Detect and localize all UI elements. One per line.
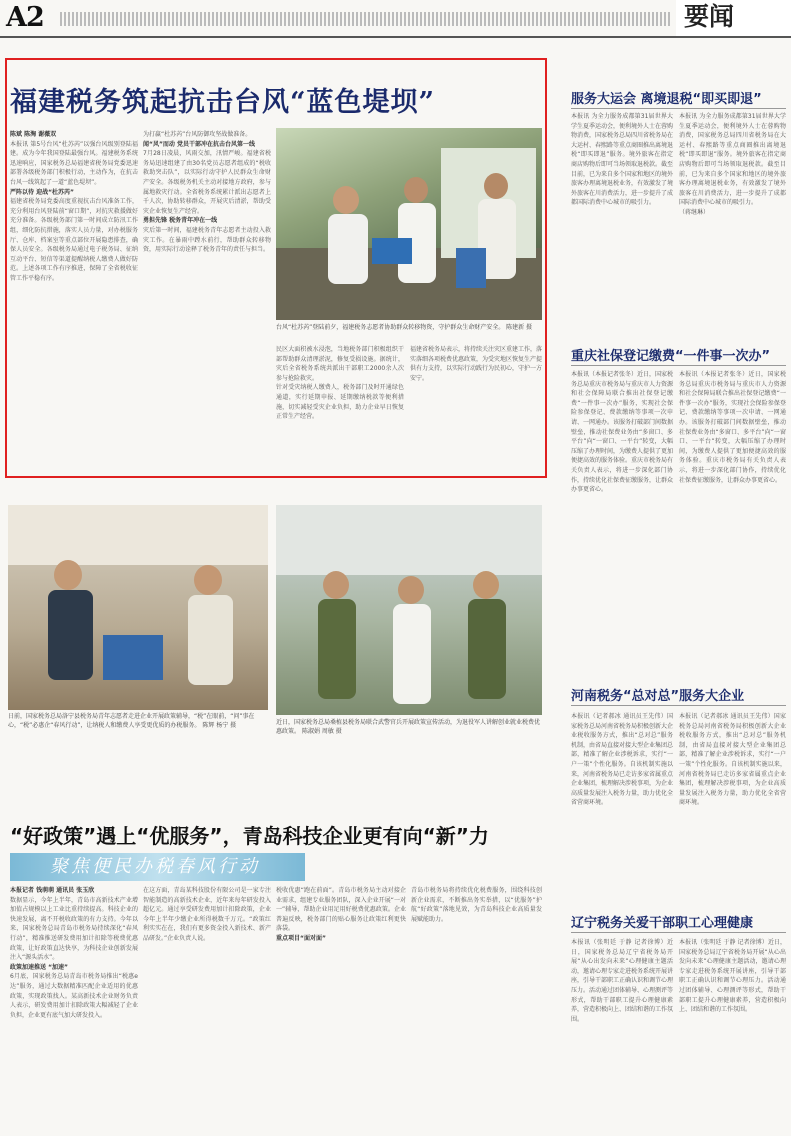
main-col-4 xyxy=(410,345,542,475)
right-mid-body: 本报讯（本报记者张冬）近日，国家税务总局重庆市税务局与重庆市人力资源和社会保障局联合推出社保登记缴费“一件事一次办”服务，实现社会保险参保登记、费款缴纳等事项一次申请、一网通办。该服务打破部门间数据壁垒，推动社保费业务由“多窗口、多平台”向“一窗口、一平台”转变，大幅压缩了办理时间，为缴费人提供了更加便捷高效的服务体验。重庆市税务局有关负责人表示，将进一步深化部门协作，持续优化社保费征缴服务，让群众办事更省心。 xyxy=(571,371,673,494)
main-photo-credit: 陈建新 摄 xyxy=(506,324,533,331)
bottom-col1-subhead: 政策加速推送 “加速” xyxy=(10,963,68,971)
mid-left-photo-illustration xyxy=(8,505,268,710)
main-col1-subhead: 严阵以待 迎战“杜苏芮” xyxy=(10,188,74,196)
main-col-2 xyxy=(143,130,271,475)
main-col2-text-b: 7月28日凌晨，风雨交加，汛情严峻。福建省税务局迅速组建了由30名党员志愿者组成的“税收救助突击队”，以实际行动守护人民群众生命财产安全。各级税务机关主动对接地方政府，参与属地救灾行动。全省税务系统累计派出志愿者上千人次，协助转移群众，开展灾后清淤，帮助受灾企业恢复生产经营。 xyxy=(143,150,271,215)
bottom-col2-text: 在这方面，青岛某科技股份有限公司是一家专注智能制造的高新技术企业，近年来每年研发投入超亿元。通过享受研发费用加计扣除政策，企业今年上半年少缴企业所得税数千万元。“政策红利实实在在，我们有更多资金投入新技术、新产品研发。”企业负责人说。 xyxy=(143,887,271,942)
bottom-byline: 本报记者 钱萌萌 通讯员 张玉欣 xyxy=(10,887,95,894)
main-col3-text: 民区大面积被水浸泡，当地税务部门积极组织干部帮助群众清理淤泥，修复受损设施。据统计，灾后全省税务系统共派出干部职工2000余人次参与抢险救灾。 xyxy=(276,346,404,382)
right-top-col-2 xyxy=(679,112,786,332)
section-title: 要闻 xyxy=(676,0,791,36)
mid-right-photo xyxy=(276,505,542,715)
main-col2-subhead: 闻“风”而动 党员干部冲在抗击台风第一线 xyxy=(143,140,255,148)
main-photo xyxy=(276,128,542,320)
mid-left-caption-text: 日前，国家税务总局洛宁县税务局青年志愿者走进企业开展政策辅导，“税”在眼前，“问”事在心，“税”必惠企“春风行动”，让纳税人和缴费人享受更优质的办税服务。 xyxy=(8,713,255,729)
main-col4-text: 福建省税务局表示，将持续关注灾区重建工作，落实落细各项税费优惠政策，为受灾地区恢复生产提供有力支持，以实际行动践行为民初心，守护一方安宁。 xyxy=(410,346,542,382)
main-col-1 xyxy=(10,130,138,475)
mid-right-credit: 陈淑娟 周敏 摄 xyxy=(301,728,342,735)
right-bottom-col-1 xyxy=(571,938,673,1132)
right-mid-col-1 xyxy=(571,370,673,670)
rescue-photo-illustration xyxy=(276,128,542,320)
right-mid-headline: 重庆社保登记缴费“一件事一次办” xyxy=(571,349,771,364)
mid-left-caption xyxy=(8,712,268,730)
header-decor xyxy=(60,12,670,26)
right-mid-rule xyxy=(571,365,786,366)
main-col2-subhead-2: 勇担先锋 税务青年冲在一线 xyxy=(143,217,218,225)
right-top-body-cont: 本报讯 为全力服务成都第31届世界大学生夏季运动会，便利境外人士在蓉购物消费，国家税务总局四川省税务局在大运村、春熙路等重点商圈推出离境退税“即买即退”服务。境外旅客在指定商店购物后即可当场领取退税款。截至目前，已为来自多个国家和地区的境外旅客办理离境退税业务，有效激发了境外旅客在川消费活力，进一步提升了成都国际消费中心城市的吸引力。 xyxy=(679,113,786,207)
right-mid-col-2 xyxy=(679,370,786,670)
bottom-banner: 聚焦便民办税春风行动 xyxy=(10,853,305,881)
right-top-rule xyxy=(571,108,786,109)
right-top-author: （蒋继琳） xyxy=(679,208,710,216)
right-lower-body: 本报讯（记者郝冰 通讯员王先伟）国家税务总局河南省税务局积极创新大企业税收服务方式，推出“总对总”服务机制，由省局直接对接大型企业集团总部，精准了解企业涉税诉求，实行“一户一策”个性化服务。自该机制实施以来，河南省税务局已走访多家省属重点企业集团，梳理解决涉税事项，为企业高质量发展注入税务力量，助力优化全省营商环境。 xyxy=(571,713,673,807)
main-byline: 陈斌 陈淘 谢薇双 xyxy=(10,131,57,138)
mid-right-caption xyxy=(276,718,542,736)
right-lower-body-cont: 本报讯（记者郝冰 通讯员王先伟）国家税务总局河南省税务局积极创新大企业税收服务方式，推出“总对总”服务机制，由省局直接对接大型企业集团总部，精准了解企业涉税诉求，实行“一户一策”个性化服务。自该机制实施以来，河南省税务局已走访多家省属重点企业集团，梳理解决涉税事项，为企业高质量发展注入税务力量，助力优化全省营商环境。 xyxy=(679,713,786,807)
right-bottom-col-2 xyxy=(679,938,786,1132)
main-col2-text: 为打赢“杜苏芮”台风防御攻坚战做准备。 xyxy=(143,131,252,138)
bottom-col4-text: 青岛市税务局将持续优化税费服务，围绕科技创新企业需求，不断推出务实举措，以“优服务”护航“好政策”落地见效，为青岛科技企业高质量发展赋能助力。 xyxy=(411,887,542,923)
bottom-col-1 xyxy=(10,886,138,1132)
right-bottom-rule xyxy=(571,932,786,933)
bottom-col1-text: 数据显示，今年上半年，青岛市高新技术产业增加值占规模以上工业比重持续提高。科技企业的快速发展，离不开税收政策的有力支持。今年以来，国家税务总局青岛市税务局持续深化“春风行动”，精准推送研发费用加计扣除等税费优惠政策，让好政策直达快享，为科技企业创新发展注入“源头活水”。 xyxy=(10,896,138,962)
page-header xyxy=(0,0,791,38)
bottom-col-4 xyxy=(411,886,542,1132)
bottom-col-2 xyxy=(143,886,271,1132)
main-col3-text-b: 针对受灾纳税人缴费人，税务部门及时开通绿色通道，实行延期申报、延期缴纳税款等便利措施，切实减轻受灾企业负担，助力企业早日恢复正常生产经营。 xyxy=(276,384,404,421)
mid-right-photo-illustration xyxy=(276,505,542,715)
right-top-body: 本报讯 为全力服务成都第31届世界大学生夏季运动会，便利境外人士在蓉购物消费，国家税务总局四川省税务局在大运村、春熙路等重点商圈推出离境退税“即买即退”服务。境外旅客在指定商店购物后即可当场领取退税款。截至目前，已为来自多个国家和地区的境外旅客办理离境退税业务，有效激发了境外旅客在川消费活力，进一步提升了成都国际消费中心城市的吸引力。 xyxy=(571,113,673,207)
main-col1-text-b: 福建省税务局党委高度重视抗击台风准备工作，充分利用台风登陆前“窗口期”，对抗灾救援做好充分准备。各级税务部门第一时间成立防汛工作组，细化防抗措施，落实人员力量，对办税服务厅、仓库、档案室等重点部位开展隐患排查，确保人员安全。各级税务局通过电子税务局、征纳互动平台、短信等渠道提醒纳税人缴费人做好防范。上述各项工作有序推进，保障了全省税收征管工作平稳有序。 xyxy=(10,198,138,282)
right-top-headline: 服务大运会 离境退税“即买即退” xyxy=(571,92,762,107)
main-col2-text-c: 灾后第一时间，福建税务青年志愿者主动投入救灾工作。在暴雨中蹚水前行，帮助群众转移物资，用实际行动诠释了税务青年的责任与担当。 xyxy=(143,226,271,254)
right-top-col-1 xyxy=(571,112,673,332)
main-photo-caption xyxy=(276,323,542,332)
bottom-col-3 xyxy=(276,886,406,1132)
right-bottom-body-cont: 本报讯（张明廷 于静 记者徐博）近日，国家税务总局辽宁省税务局开展“从心出发向未来”心理健康主题活动，邀请心理专家走进税务系统开展讲座，引导干部职工正确认识和调节心理压力。活动通过团体辅导、心理测评等形式，帮助干部职工提升心理健康素养，营造积极向上、团结和谐的工作氛围。 xyxy=(679,939,786,1014)
bottom-col3-text: 税收优惠“跑在前面”。青岛市税务局主动对接企业需求，组建专业服务团队，深入企业开展“一对一”辅导，帮助企业用足用好税费优惠政策。企业普遍反映，税务部门的贴心服务让政策红利更快落袋。 xyxy=(276,887,406,933)
mid-right-caption-text: 近日，国家税务总局桑植县税务局联合武警官兵开展政策宣传活动，为退役军人讲解创业就业税费优惠政策。 xyxy=(276,719,541,735)
mid-left-credit: 陈辉 杨宁 摄 xyxy=(202,722,237,729)
main-headline: 福建税务筑起抗击台风“蓝色堤坝” xyxy=(10,87,436,118)
bottom-col1-text-b: 6月底，国家税务总局青岛市税务局推出“税惠e达”服务，通过大数据精准匹配企业适用的优惠政策，实现政策找人。某高新技术企业财务负责人表示，研发费用加计扣除政策大幅减轻了企业负担，企业更有底气加大研发投入。 xyxy=(10,973,138,1019)
page-number: A2 xyxy=(6,2,44,33)
right-lower-headline: 河南税务“总对总”服务大企业 xyxy=(571,689,745,704)
right-bottom-body: 本报讯（张明廷 于静 记者徐博）近日，国家税务总局辽宁省税务局开展“从心出发向未来”心理健康主题活动，邀请心理专家走进税务系统开展讲座，引导干部职工正确认识和调节心理压力。活动通过团体辅导、心理测评等形式，帮助干部职工提升心理健康素养，营造积极向上、团结和谐的工作氛围。 xyxy=(571,939,673,1023)
main-col-3 xyxy=(276,345,404,475)
right-lower-col-1 xyxy=(571,712,673,897)
right-lower-col-2 xyxy=(679,712,786,897)
bottom-headline: “好政策”遇上“优服务”，青岛科技企业更有向“新”力 xyxy=(10,824,489,848)
main-photo-caption-text: 台风“杜苏芮”登陆前夕，福建税务志愿者协助群众转移物资，守护群众生命财产安全。 xyxy=(276,324,505,331)
right-mid-body-cont: 本报讯（本报记者张冬）近日，国家税务总局重庆市税务局与重庆市人力资源和社会保障局联合推出社保登记缴费“一件事一次办”服务，实现社会保险参保登记、费款缴纳等事项一次申请、一网通办。该服务打破部门间数据壁垒，推动社保费业务由“多窗口、多平台”向“一窗口、一平台”转变，大幅压缩了办理时间，为缴费人提供了更加便捷高效的服务体验。重庆市税务局有关负责人表示，将进一步深化部门协作，持续优化社保费征缴服务，让群众办事更省心。 xyxy=(679,371,786,484)
right-lower-rule xyxy=(571,705,786,706)
main-col1-text: 本报讯 第5号台风“杜苏芮”以强台风级别登陆福建。成为今年我国登陆最强台风。福建税务系统迅速响应，国家税务总局福建省税务局党委迅速部署各级税务部门积极行动，主动作为，在抗击台风一线筑起了一道“蓝色堤坝”。 xyxy=(10,140,138,186)
mid-left-photo xyxy=(8,505,268,710)
right-bottom-headline: 辽宁税务关爱干部职工心理健康 xyxy=(571,916,754,931)
bottom-col3-subhead: 重点项目“面对面” xyxy=(276,934,326,942)
